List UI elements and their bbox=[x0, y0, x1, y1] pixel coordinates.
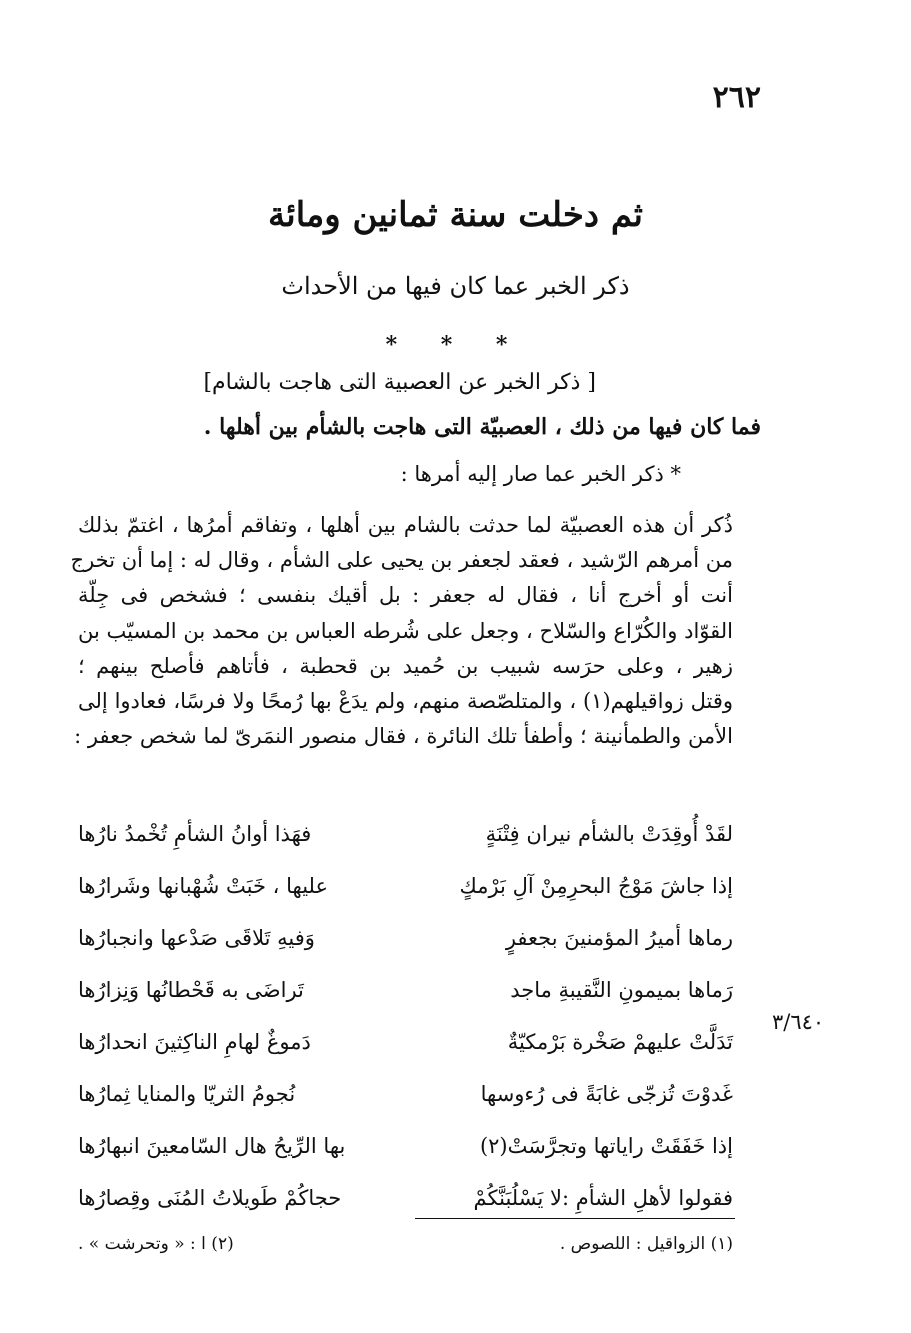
body-paragraph bbox=[70, 508, 734, 754]
verse-second-hemistich: وَفيهِ تَلاقَى صَدْعها وانجبارُها bbox=[78, 926, 315, 950]
margin-reference: ٣/٦٤٠ bbox=[772, 1010, 825, 1034]
body-line: أنت أو أخرج أنا ، فقال له جعفر : بل أقيك بنفسى ؛ فشخص فى جِلّة bbox=[78, 583, 733, 608]
verse-second-hemistich: فهَذا أوانُ الشأمِ تُخْمدُ نارُها bbox=[78, 822, 312, 846]
verse-second-hemistich: تَراضَى به قَحْطانُها وَنِزارُها bbox=[78, 978, 304, 1002]
body-line: زهير ، وعلى حرَسه شبيب بن حُميد بن قحطبة ، فأتاهم فأصلح بينهم ؛ bbox=[78, 653, 733, 678]
verse-line bbox=[78, 808, 733, 860]
verse-line bbox=[78, 860, 733, 912]
section-heading: [ ذكر الخبر عن العصبية التى هاجت بالشام] bbox=[203, 370, 596, 395]
verse-first-hemistich: غَدوْتَ تُزجّى غابَةً فى رُءوسها bbox=[480, 1082, 733, 1106]
body-line: من أمرهم الرّشيد ، فعقد لجعفر بن يحيى على الشأم ، وقال له : إما أن تخرج bbox=[70, 548, 733, 573]
section-separator: * * * bbox=[385, 332, 526, 358]
verse-first-hemistich: رَماها بميمونِ النَّقيبةِ ماجد bbox=[510, 978, 733, 1002]
body-line: القوّاد والكُرّاع والسّلاح ، وجعل على شُرطه العباس بن محمد بن المسيّب بن bbox=[78, 618, 733, 643]
verse-second-hemistich: بها الرِّيحُ هال السّامعينَ انبهارُها bbox=[78, 1134, 346, 1158]
intro-heading: * ذكر الخبر عما صار إليه أمرها : bbox=[400, 462, 681, 486]
body-line: ذُكر أن هذه العصبيّة لما حدثت بالشام بين أهلها ، وتفاقم أمرُها ، اغتمّ بذلك bbox=[78, 513, 733, 537]
verse-first-hemistich: لقَدْ أُوقِدَتْ بالشأم نيران فِتْنَةٍ bbox=[485, 822, 733, 846]
verse-line bbox=[78, 912, 733, 964]
footnotes bbox=[78, 1234, 733, 1254]
verse-first-hemistich: فقولوا لأهلِ الشأمِ :لا يَسْلُبَنَّكُمْ bbox=[473, 1186, 733, 1210]
page-number: ٢٦٢ bbox=[712, 80, 761, 115]
verse-line bbox=[78, 1172, 733, 1224]
verse-second-hemistich: عليها ، خَبَتْ شُهْبانها وشَرارُها bbox=[78, 874, 329, 898]
verse-line bbox=[78, 1120, 733, 1172]
verse-first-hemistich: إذا خَفَقَتْ راياتها وتجرَّسَتْ(٢) bbox=[479, 1134, 733, 1158]
verse-second-hemistich: حجاكُمْ طَويلاتُ المُنَى وقِصارُها bbox=[78, 1186, 342, 1210]
subtitle: ذكر الخبر عما كان فيها من الأحداث bbox=[281, 272, 630, 300]
chapter-title: ثم دخلت سنة ثمانين ومائة bbox=[268, 195, 643, 235]
intro-paragraph: فما كان فيها من ذلك ، العصبيّة التى هاجت بالشأم بين أهلها . bbox=[203, 414, 761, 440]
verse-second-hemistich: نُجومُ الثريّا والمنايا ثِمارُها bbox=[78, 1082, 296, 1106]
verse-first-hemistich: رماها أميرُ المؤمنينَ بجعفرٍ bbox=[505, 926, 733, 950]
poem bbox=[78, 808, 733, 1224]
verse-line bbox=[78, 1068, 733, 1120]
footnote: (١) الزواقيل : اللصوص . bbox=[559, 1234, 733, 1254]
verse-line bbox=[78, 1016, 733, 1068]
body-line: وقتل زواقيلهم(١) ، والمتلصّصة منهم، ولم يدَعْ بها رُمحًا ولا فرسًا، فعادوا إلى bbox=[78, 688, 734, 713]
verse-first-hemistich: إذا جاشَ مَوْجُ البحرِمِنْ آلِ بَرْمكٍ bbox=[459, 874, 733, 898]
verse-first-hemistich: تَدَلَّتْ عليهمْ صَخْرة بَرْمكيّةٌ bbox=[507, 1030, 733, 1054]
verse-line bbox=[78, 964, 733, 1016]
verse-second-hemistich: دَموغٌ لهامِ الناكِثينَ انحدارُها bbox=[78, 1030, 311, 1054]
footnote: (٢) ا : « وتحرشت » . bbox=[78, 1234, 234, 1254]
body-line: الأمن والطمأنينة ؛ وأطفأ تلك النائرة ، فقال منصور النمَرىّ لما شخص جعفر : bbox=[74, 724, 733, 749]
footnote-divider bbox=[415, 1218, 735, 1219]
